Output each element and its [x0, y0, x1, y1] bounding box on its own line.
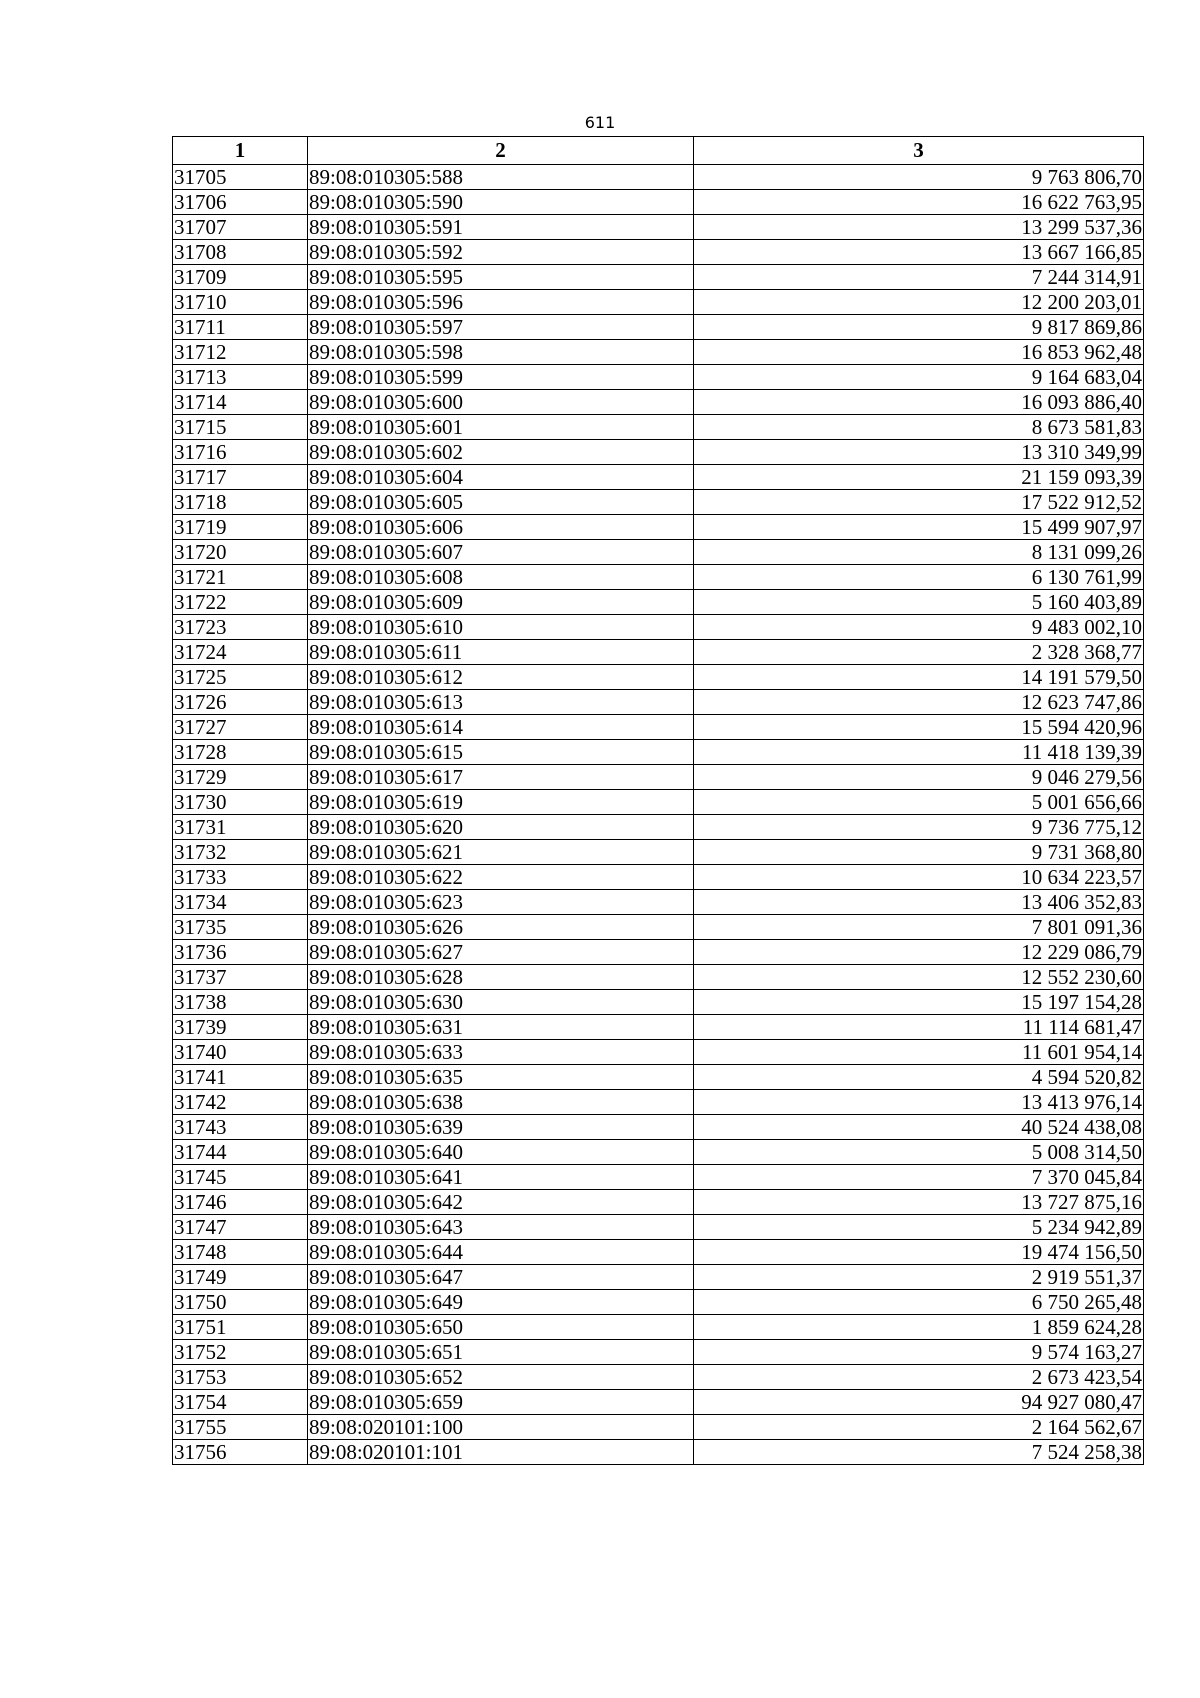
- row-number-cell: 31731: [173, 815, 308, 840]
- table-row: [173, 315, 1144, 340]
- value-cell: 19 474 156,50: [694, 1240, 1144, 1265]
- row-number-cell: 31722: [173, 590, 308, 615]
- cadastral-number-cell: 89:08:010305:598: [308, 340, 694, 365]
- row-number-cell: 31715: [173, 415, 308, 440]
- table-row: [173, 1065, 1144, 1090]
- cadastral-number-cell: 89:08:010305:641: [308, 1165, 694, 1190]
- row-number-cell: 31756: [173, 1440, 308, 1465]
- cadastral-number-cell: 89:08:010305:595: [308, 265, 694, 290]
- cadastral-number-cell: 89:08:010305:590: [308, 190, 694, 215]
- table-row: [173, 490, 1144, 515]
- cadastral-number-cell: 89:08:010305:592: [308, 240, 694, 265]
- cadastral-number-cell: 89:08:010305:638: [308, 1090, 694, 1115]
- table-row: [173, 665, 1144, 690]
- cadastral-number-cell: 89:08:010305:617: [308, 765, 694, 790]
- value-cell: 6 750 265,48: [694, 1290, 1144, 1315]
- value-cell: 2 919 551,37: [694, 1265, 1144, 1290]
- row-number-cell: 31705: [173, 165, 308, 190]
- value-cell: 13 310 349,99: [694, 440, 1144, 465]
- table-row: [173, 790, 1144, 815]
- row-number-cell: 31707: [173, 215, 308, 240]
- value-cell: 5 234 942,89: [694, 1215, 1144, 1240]
- table-row: [173, 1240, 1144, 1265]
- value-cell: 40 524 438,08: [694, 1115, 1144, 1140]
- table-row: [173, 1265, 1144, 1290]
- value-cell: 16 093 886,40: [694, 390, 1144, 415]
- cadastral-number-cell: 89:08:010305:600: [308, 390, 694, 415]
- cadastral-number-cell: 89:08:010305:642: [308, 1190, 694, 1215]
- table-row: [173, 915, 1144, 940]
- cadastral-number-cell: 89:08:010305:604: [308, 465, 694, 490]
- value-cell: 13 727 875,16: [694, 1190, 1144, 1215]
- cadastral-number-cell: 89:08:010305:627: [308, 940, 694, 965]
- row-number-cell: 31755: [173, 1415, 308, 1440]
- cadastral-number-cell: 89:08:020101:101: [308, 1440, 694, 1465]
- row-number-cell: 31740: [173, 1040, 308, 1065]
- cadastral-number-cell: 89:08:010305:633: [308, 1040, 694, 1065]
- table-row: [173, 1365, 1144, 1390]
- table-row: [173, 765, 1144, 790]
- table-row: [173, 515, 1144, 540]
- table-row: [173, 865, 1144, 890]
- cadastral-number-cell: 89:08:020101:100: [308, 1415, 694, 1440]
- row-number-cell: 31706: [173, 190, 308, 215]
- table-row: [173, 440, 1144, 465]
- value-cell: 11 601 954,14: [694, 1040, 1144, 1065]
- cadastral-number-cell: 89:08:010305:615: [308, 740, 694, 765]
- table-row: [173, 390, 1144, 415]
- table-row: [173, 465, 1144, 490]
- row-number-cell: 31744: [173, 1140, 308, 1165]
- table-row: [173, 640, 1144, 665]
- value-cell: 17 522 912,52: [694, 490, 1144, 515]
- value-cell: 2 673 423,54: [694, 1365, 1144, 1390]
- row-number-cell: 31732: [173, 840, 308, 865]
- cadastral-number-cell: 89:08:010305:651: [308, 1340, 694, 1365]
- row-number-cell: 31725: [173, 665, 308, 690]
- value-cell: 9 574 163,27: [694, 1340, 1144, 1365]
- cadastral-number-cell: 89:08:010305:644: [308, 1240, 694, 1265]
- table-row: [173, 740, 1144, 765]
- cadastral-number-cell: 89:08:010305:611: [308, 640, 694, 665]
- value-cell: 8 673 581,83: [694, 415, 1144, 440]
- table-row: [173, 940, 1144, 965]
- cadastral-number-cell: 89:08:010305:619: [308, 790, 694, 815]
- cadastral-number-cell: 89:08:010305:626: [308, 915, 694, 940]
- cadastral-number-cell: 89:08:010305:628: [308, 965, 694, 990]
- row-number-cell: 31752: [173, 1340, 308, 1365]
- table-row: [173, 165, 1144, 190]
- table-row: [173, 1390, 1144, 1415]
- value-cell: 9 731 368,80: [694, 840, 1144, 865]
- table-row: [173, 190, 1144, 215]
- cadastral-number-cell: 89:08:010305:631: [308, 1015, 694, 1040]
- value-cell: 5 160 403,89: [694, 590, 1144, 615]
- row-number-cell: 31749: [173, 1265, 308, 1290]
- cadastral-number-cell: 89:08:010305:606: [308, 515, 694, 540]
- row-number-cell: 31724: [173, 640, 308, 665]
- table-row: [173, 1015, 1144, 1040]
- table-body: [173, 165, 1144, 1465]
- row-number-cell: 31733: [173, 865, 308, 890]
- row-number-cell: 31741: [173, 1065, 308, 1090]
- table-row: [173, 240, 1144, 265]
- cadastral-number-cell: 89:08:010305:612: [308, 665, 694, 690]
- value-cell: 9 164 683,04: [694, 365, 1144, 390]
- data-table: [172, 136, 1144, 1465]
- cadastral-number-cell: 89:08:010305:659: [308, 1390, 694, 1415]
- row-number-cell: 31750: [173, 1290, 308, 1315]
- table-row: [173, 1090, 1144, 1115]
- cadastral-number-cell: 89:08:010305:599: [308, 365, 694, 390]
- value-cell: 8 131 099,26: [694, 540, 1144, 565]
- column-header-1: 1: [173, 137, 308, 165]
- table-row: [173, 1140, 1144, 1165]
- row-number-cell: 31736: [173, 940, 308, 965]
- page-number: 611: [584, 113, 616, 132]
- column-header-2: 2: [308, 137, 694, 165]
- row-number-cell: 31720: [173, 540, 308, 565]
- row-number-cell: 31719: [173, 515, 308, 540]
- row-number-cell: 31738: [173, 990, 308, 1015]
- table-header-row: [173, 137, 1144, 165]
- cadastral-number-cell: 89:08:010305:601: [308, 415, 694, 440]
- row-number-cell: 31727: [173, 715, 308, 740]
- row-number-cell: 31711: [173, 315, 308, 340]
- row-number-cell: 31745: [173, 1165, 308, 1190]
- cadastral-number-cell: 89:08:010305:608: [308, 565, 694, 590]
- table-row: [173, 365, 1144, 390]
- cadastral-number-cell: 89:08:010305:623: [308, 890, 694, 915]
- value-cell: 11 114 681,47: [694, 1015, 1144, 1040]
- table-row: [173, 215, 1144, 240]
- table-row: [173, 265, 1144, 290]
- table-row: [173, 690, 1144, 715]
- value-cell: 21 159 093,39: [694, 465, 1144, 490]
- cadastral-number-cell: 89:08:010305:630: [308, 990, 694, 1015]
- table-row: [173, 1290, 1144, 1315]
- value-cell: 15 499 907,97: [694, 515, 1144, 540]
- row-number-cell: 31718: [173, 490, 308, 515]
- value-cell: 1 859 624,28: [694, 1315, 1144, 1340]
- row-number-cell: 31754: [173, 1390, 308, 1415]
- value-cell: 6 130 761,99: [694, 565, 1144, 590]
- cadastral-number-cell: 89:08:010305:652: [308, 1365, 694, 1390]
- row-number-cell: 31753: [173, 1365, 308, 1390]
- table-row: [173, 1440, 1144, 1465]
- cadastral-number-cell: 89:08:010305:609: [308, 590, 694, 615]
- row-number-cell: 31723: [173, 615, 308, 640]
- value-cell: 13 667 166,85: [694, 240, 1144, 265]
- cadastral-number-cell: 89:08:010305:591: [308, 215, 694, 240]
- value-cell: 2 328 368,77: [694, 640, 1144, 665]
- value-cell: 12 229 086,79: [694, 940, 1144, 965]
- column-header-3: 3: [694, 137, 1144, 165]
- row-number-cell: 31709: [173, 265, 308, 290]
- table-row: [173, 1315, 1144, 1340]
- row-number-cell: 31729: [173, 765, 308, 790]
- row-number-cell: 31743: [173, 1115, 308, 1140]
- value-cell: 4 594 520,82: [694, 1065, 1144, 1090]
- cadastral-number-cell: 89:08:010305:607: [308, 540, 694, 565]
- cadastral-number-cell: 89:08:010305:588: [308, 165, 694, 190]
- row-number-cell: 31713: [173, 365, 308, 390]
- cadastral-number-cell: 89:08:010305:643: [308, 1215, 694, 1240]
- value-cell: 9 046 279,56: [694, 765, 1144, 790]
- table-row: [173, 1040, 1144, 1065]
- row-number-cell: 31751: [173, 1315, 308, 1340]
- cadastral-number-cell: 89:08:010305:605: [308, 490, 694, 515]
- value-cell: 10 634 223,57: [694, 865, 1144, 890]
- value-cell: 2 164 562,67: [694, 1415, 1144, 1440]
- value-cell: 7 524 258,38: [694, 1440, 1144, 1465]
- row-number-cell: 31721: [173, 565, 308, 590]
- cadastral-number-cell: 89:08:010305:640: [308, 1140, 694, 1165]
- cadastral-number-cell: 89:08:010305:602: [308, 440, 694, 465]
- cadastral-number-cell: 89:08:010305:622: [308, 865, 694, 890]
- table-row: [173, 715, 1144, 740]
- value-cell: 16 853 962,48: [694, 340, 1144, 365]
- table-row: [173, 1190, 1144, 1215]
- row-number-cell: 31737: [173, 965, 308, 990]
- value-cell: 13 406 352,83: [694, 890, 1144, 915]
- cadastral-number-cell: 89:08:010305:639: [308, 1115, 694, 1140]
- cadastral-number-cell: 89:08:010305:647: [308, 1265, 694, 1290]
- value-cell: 15 594 420,96: [694, 715, 1144, 740]
- row-number-cell: 31747: [173, 1215, 308, 1240]
- table-row: [173, 840, 1144, 865]
- cadastral-number-cell: 89:08:010305:649: [308, 1290, 694, 1315]
- value-cell: 9 736 775,12: [694, 815, 1144, 840]
- value-cell: 14 191 579,50: [694, 665, 1144, 690]
- value-cell: 94 927 080,47: [694, 1390, 1144, 1415]
- row-number-cell: 31730: [173, 790, 308, 815]
- table-row: [173, 290, 1144, 315]
- table-row: [173, 615, 1144, 640]
- table-row: [173, 890, 1144, 915]
- table-row: [173, 565, 1144, 590]
- row-number-cell: 31708: [173, 240, 308, 265]
- table-row: [173, 815, 1144, 840]
- value-cell: 5 001 656,66: [694, 790, 1144, 815]
- value-cell: 15 197 154,28: [694, 990, 1144, 1015]
- row-number-cell: 31716: [173, 440, 308, 465]
- row-number-cell: 31714: [173, 390, 308, 415]
- table-row: [173, 1340, 1144, 1365]
- value-cell: 7 370 045,84: [694, 1165, 1144, 1190]
- value-cell: 9 763 806,70: [694, 165, 1144, 190]
- table-row: [173, 590, 1144, 615]
- table-row: [173, 1415, 1144, 1440]
- row-number-cell: 31726: [173, 690, 308, 715]
- table-row: [173, 1215, 1144, 1240]
- row-number-cell: 31748: [173, 1240, 308, 1265]
- cadastral-number-cell: 89:08:010305:613: [308, 690, 694, 715]
- cadastral-number-cell: 89:08:010305:614: [308, 715, 694, 740]
- table-row: [173, 340, 1144, 365]
- value-cell: 13 299 537,36: [694, 215, 1144, 240]
- cadastral-number-cell: 89:08:010305:610: [308, 615, 694, 640]
- value-cell: 7 801 091,36: [694, 915, 1144, 940]
- row-number-cell: 31739: [173, 1015, 308, 1040]
- table-row: [173, 540, 1144, 565]
- cadastral-number-cell: 89:08:010305:596: [308, 290, 694, 315]
- cadastral-number-cell: 89:08:010305:621: [308, 840, 694, 865]
- value-cell: 12 200 203,01: [694, 290, 1144, 315]
- cadastral-number-cell: 89:08:010305:635: [308, 1065, 694, 1090]
- row-number-cell: 31728: [173, 740, 308, 765]
- value-cell: 9 817 869,86: [694, 315, 1144, 340]
- row-number-cell: 31712: [173, 340, 308, 365]
- value-cell: 12 552 230,60: [694, 965, 1144, 990]
- table-row: [173, 415, 1144, 440]
- value-cell: 9 483 002,10: [694, 615, 1144, 640]
- row-number-cell: 31710: [173, 290, 308, 315]
- value-cell: 12 623 747,86: [694, 690, 1144, 715]
- cadastral-number-cell: 89:08:010305:620: [308, 815, 694, 840]
- value-cell: 7 244 314,91: [694, 265, 1144, 290]
- row-number-cell: 31746: [173, 1190, 308, 1215]
- value-cell: 16 622 763,95: [694, 190, 1144, 215]
- cadastral-number-cell: 89:08:010305:650: [308, 1315, 694, 1340]
- cadastral-number-cell: 89:08:010305:597: [308, 315, 694, 340]
- value-cell: 13 413 976,14: [694, 1090, 1144, 1115]
- table-row: [173, 990, 1144, 1015]
- table-row: [173, 1165, 1144, 1190]
- row-number-cell: 31735: [173, 915, 308, 940]
- row-number-cell: 31717: [173, 465, 308, 490]
- row-number-cell: 31742: [173, 1090, 308, 1115]
- table-row: [173, 1115, 1144, 1140]
- row-number-cell: 31734: [173, 890, 308, 915]
- value-cell: 5 008 314,50: [694, 1140, 1144, 1165]
- value-cell: 11 418 139,39: [694, 740, 1144, 765]
- table-row: [173, 965, 1144, 990]
